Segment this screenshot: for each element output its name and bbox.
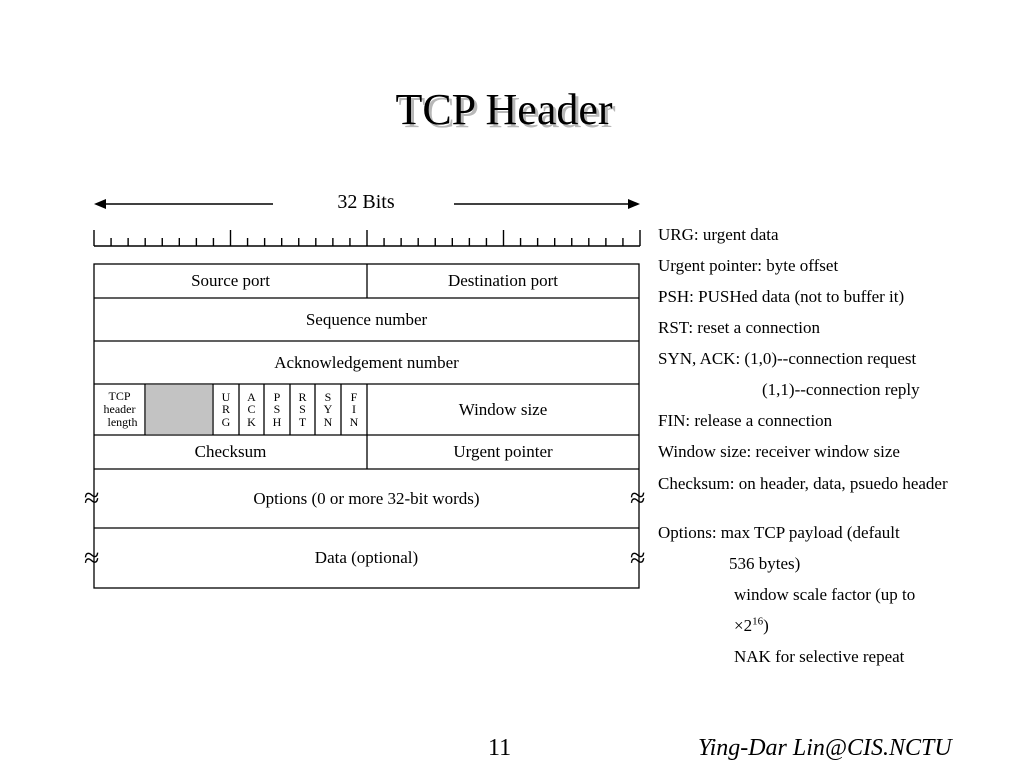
break-mark-options-right: ≈ — [630, 483, 646, 514]
reserved-bits — [146, 385, 212, 434]
note-options-default: 536 bytes) — [729, 554, 801, 573]
note-syn-ack-reply: (1,1)--connection reply — [762, 380, 920, 399]
note-options: Options: max TCP payload (default — [658, 523, 900, 542]
flag-syn: S Y N — [323, 389, 333, 429]
header-length-field: TCP header length — [103, 389, 138, 429]
note-window-size: Window size: receiver window size — [658, 442, 900, 461]
note-fin: FIN: release a connection — [658, 411, 833, 430]
note-window-scale: window scale factor (up to — [734, 585, 916, 604]
slide-credit: Ying-Dar Lin@CIS.NCTU — [698, 735, 952, 761]
break-mark-data-left: ≈ — [84, 543, 100, 574]
note-syn-ack: SYN, ACK: (1,0)--connection request — [658, 349, 917, 368]
width-label: 32 Bits — [337, 191, 395, 213]
break-mark-options-left: ≈ — [84, 483, 100, 514]
urgent-pointer-field: Urgent pointer — [453, 442, 553, 461]
source-port-field: Source port — [191, 271, 270, 290]
flag-psh: P S H — [272, 389, 282, 429]
note-rst: RST: reset a connection — [658, 318, 821, 337]
break-mark-data-right: ≈ — [630, 543, 646, 574]
slide-number: 11 — [488, 735, 512, 761]
flag-ack: A C K — [247, 389, 256, 429]
note-nak: NAK for selective repeat — [734, 647, 905, 666]
flag-fin: F I N — [349, 389, 359, 429]
flag-rst: R S T — [298, 389, 307, 429]
note-window-scale-factor: $\times 2^{16}$) — [734, 615, 769, 635]
options-field: Options (0 or more 32-bit words) — [253, 488, 480, 508]
slide-title: TCP Header — [395, 85, 613, 134]
data-field: Data (optional) — [314, 548, 419, 567]
flag-urg: U R G — [221, 389, 231, 429]
sequence-number-field: Sequence number — [305, 309, 428, 329]
note-urgent-pointer: Urgent pointer: byte offset — [658, 256, 839, 275]
checksum-field: Checksum — [194, 442, 267, 461]
note-urg: URG: urgent data — [658, 225, 779, 244]
window-size-field: Window size — [458, 399, 548, 419]
ack-number-field: Acknowledgement number — [274, 352, 459, 372]
note-checksum: Checksum: on header, data, psuedo header — [658, 474, 948, 493]
note-psh: PSH: PUSHed data (not to buffer it) — [658, 287, 905, 306]
destination-port-field: Destination port — [447, 271, 558, 290]
